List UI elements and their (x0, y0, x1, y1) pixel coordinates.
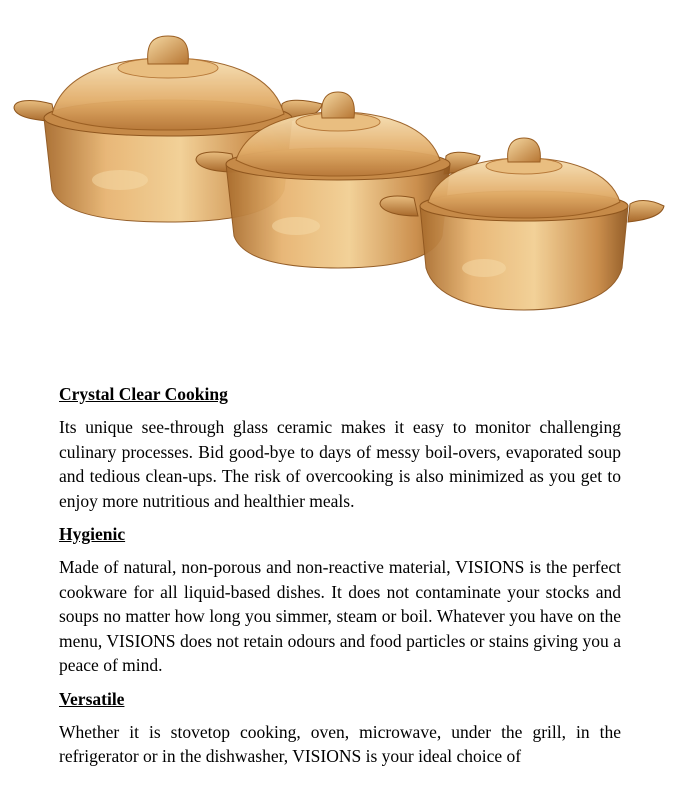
paragraph-versatile: Whether it is stovetop cooking, oven, microwave, under the grill, in the refrigerator or in the dishwasher, VISIONS is your ideal choice of (59, 721, 621, 766)
paragraph-crystal-clear-cooking: Its unique see-through glass ceramic makes it easy to monitor challenging culinary processes. Bid good-bye to days of messy boil-overs, evaporated soup and tedious clean-ups. The risk of overcooking is also minimized as you get to enjoy more nutritious and healthier meals. (59, 417, 621, 511)
paragraph-hygienic: Made of natural, non-porous and non-reactive material, VISIONS is the perfect cookware for all liquid-based dishes. It does not contaminate your stocks and soups no matter how long you simmer, steam or boil. Whatever you have on the menu, VISIONS does not retain odours and food particles or stains giving you a peace of mind. (59, 557, 621, 675)
article-content (59, 383, 621, 779)
heading-crystal-clear-cooking: Crystal Clear Cooking (59, 384, 228, 404)
heading-hygienic: Hygienic (59, 524, 126, 544)
product-image-glass-cookware-set (0, 0, 693, 340)
heading-versatile: Versatile (59, 688, 125, 709)
